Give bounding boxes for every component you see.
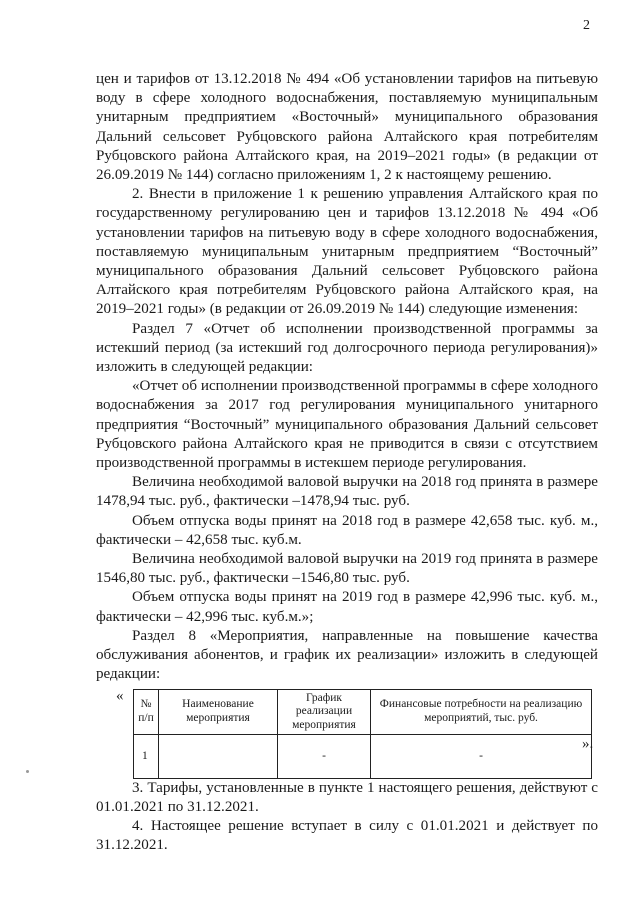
table-row xyxy=(134,735,592,779)
paragraph-11: 4. Настоящее решение вступает в силу с 01.01.2021 и действует по 31.12.2021. xyxy=(96,817,598,854)
quote-open: « xyxy=(116,687,124,704)
paragraph-1: цен и тарифов от 13.12.2018 № 494 «Об установлении тарифов на питьевую воду в сфере холодного водоснабжения, поставляемую муниципальным унитарным предприятием «Восточный» муниципального образования Дальний сельсовет Рубцовского района Алтайского края потребителям Рубцовского района Алтайского края, на 2019–2021 годы» (в редакции от 26.09.2019 № 144) согласно приложениям 1, 2 к настоящему решению. xyxy=(96,71,598,184)
page-number: 2 xyxy=(583,18,590,33)
paragraph-10: 3. Тарифы, установленные в пункте 1 настоящего решения, действуют с 01.01.2021 по 31.12.2021. xyxy=(96,779,598,815)
header-number: № п/п xyxy=(134,689,159,735)
paragraph-5: Величина необходимой валовой выручки на 2018 год принята в размере 1478,94 тыс. руб., фактически –1478,94 тыс. руб. xyxy=(96,474,598,510)
paragraph-3: Раздел 7 «Отчет об исполнении производственной программы за истекший период (за истекший год долгосрочного периода регулирования)» изложить в следующей редакции: xyxy=(96,320,598,376)
cell-financial-needs: - xyxy=(371,735,592,779)
measures-table xyxy=(133,689,592,780)
quote-close: ». xyxy=(582,735,594,752)
document-body xyxy=(96,70,598,855)
table-header-row xyxy=(134,689,592,735)
paragraph-2: 2. Внести в приложение 1 к решению управления Алтайского края по государственному регулированию цен и тарифов 13.12.2018 № 494 «Об установлении тарифов на питьевую воду в сфере холодного водоснабжения, поставляемую муниципальным унитарным предприятием “Восточный” муниципального образования Дальний сельсовет Рубцовского района Алтайского края потребителям Рубцовского района Алтайского края, на 2019–2021 годы» (в редакции от 26.09.2019 № 144) следующие изменения: xyxy=(96,186,598,318)
header-financial-needs: Финансовые потребности на реализацию мероприятий, тыс. руб. xyxy=(371,689,592,735)
cell-schedule: - xyxy=(278,735,371,779)
header-measure-name: Наименование мероприятия xyxy=(159,689,278,735)
paragraph-7: Величина необходимой валовой выручки на 2019 год принята в размере 1546,80 тыс. руб., фактически –1546,80 тыс. руб. xyxy=(96,551,598,587)
cell-measure-name xyxy=(159,735,278,779)
scan-dot xyxy=(26,770,29,773)
header-schedule: График реализации мероприятия xyxy=(278,689,371,735)
measures-table-block xyxy=(96,685,598,779)
paragraph-9: Раздел 8 «Мероприятия, направленные на повышение качества обслуживания абонентов, и график их реализации» изложить в следующей редакции: xyxy=(96,627,598,683)
paragraph-4: «Отчет об исполнении производственной программы в сфере холодного водоснабжения за 2017 год регулирования муниципального унитарного предприятия “Восточный” муниципального образования Дальний сельсовет Рубцовского района Алтайского края не приводится в связи с отсутствием производственной программы в истекшем периоде регулирования. xyxy=(96,378,598,472)
cell-number: 1 xyxy=(134,735,159,779)
paragraph-6: Объем отпуска воды принят на 2018 год в размере 42,658 тыс. куб. м., фактически – 42,658 тыс. куб.м. xyxy=(96,512,598,548)
paragraph-8: Объем отпуска воды принят на 2019 год в размере 42,996 тыс. куб. м., фактически – 42,996 тыс. куб.м.»; xyxy=(96,589,598,625)
